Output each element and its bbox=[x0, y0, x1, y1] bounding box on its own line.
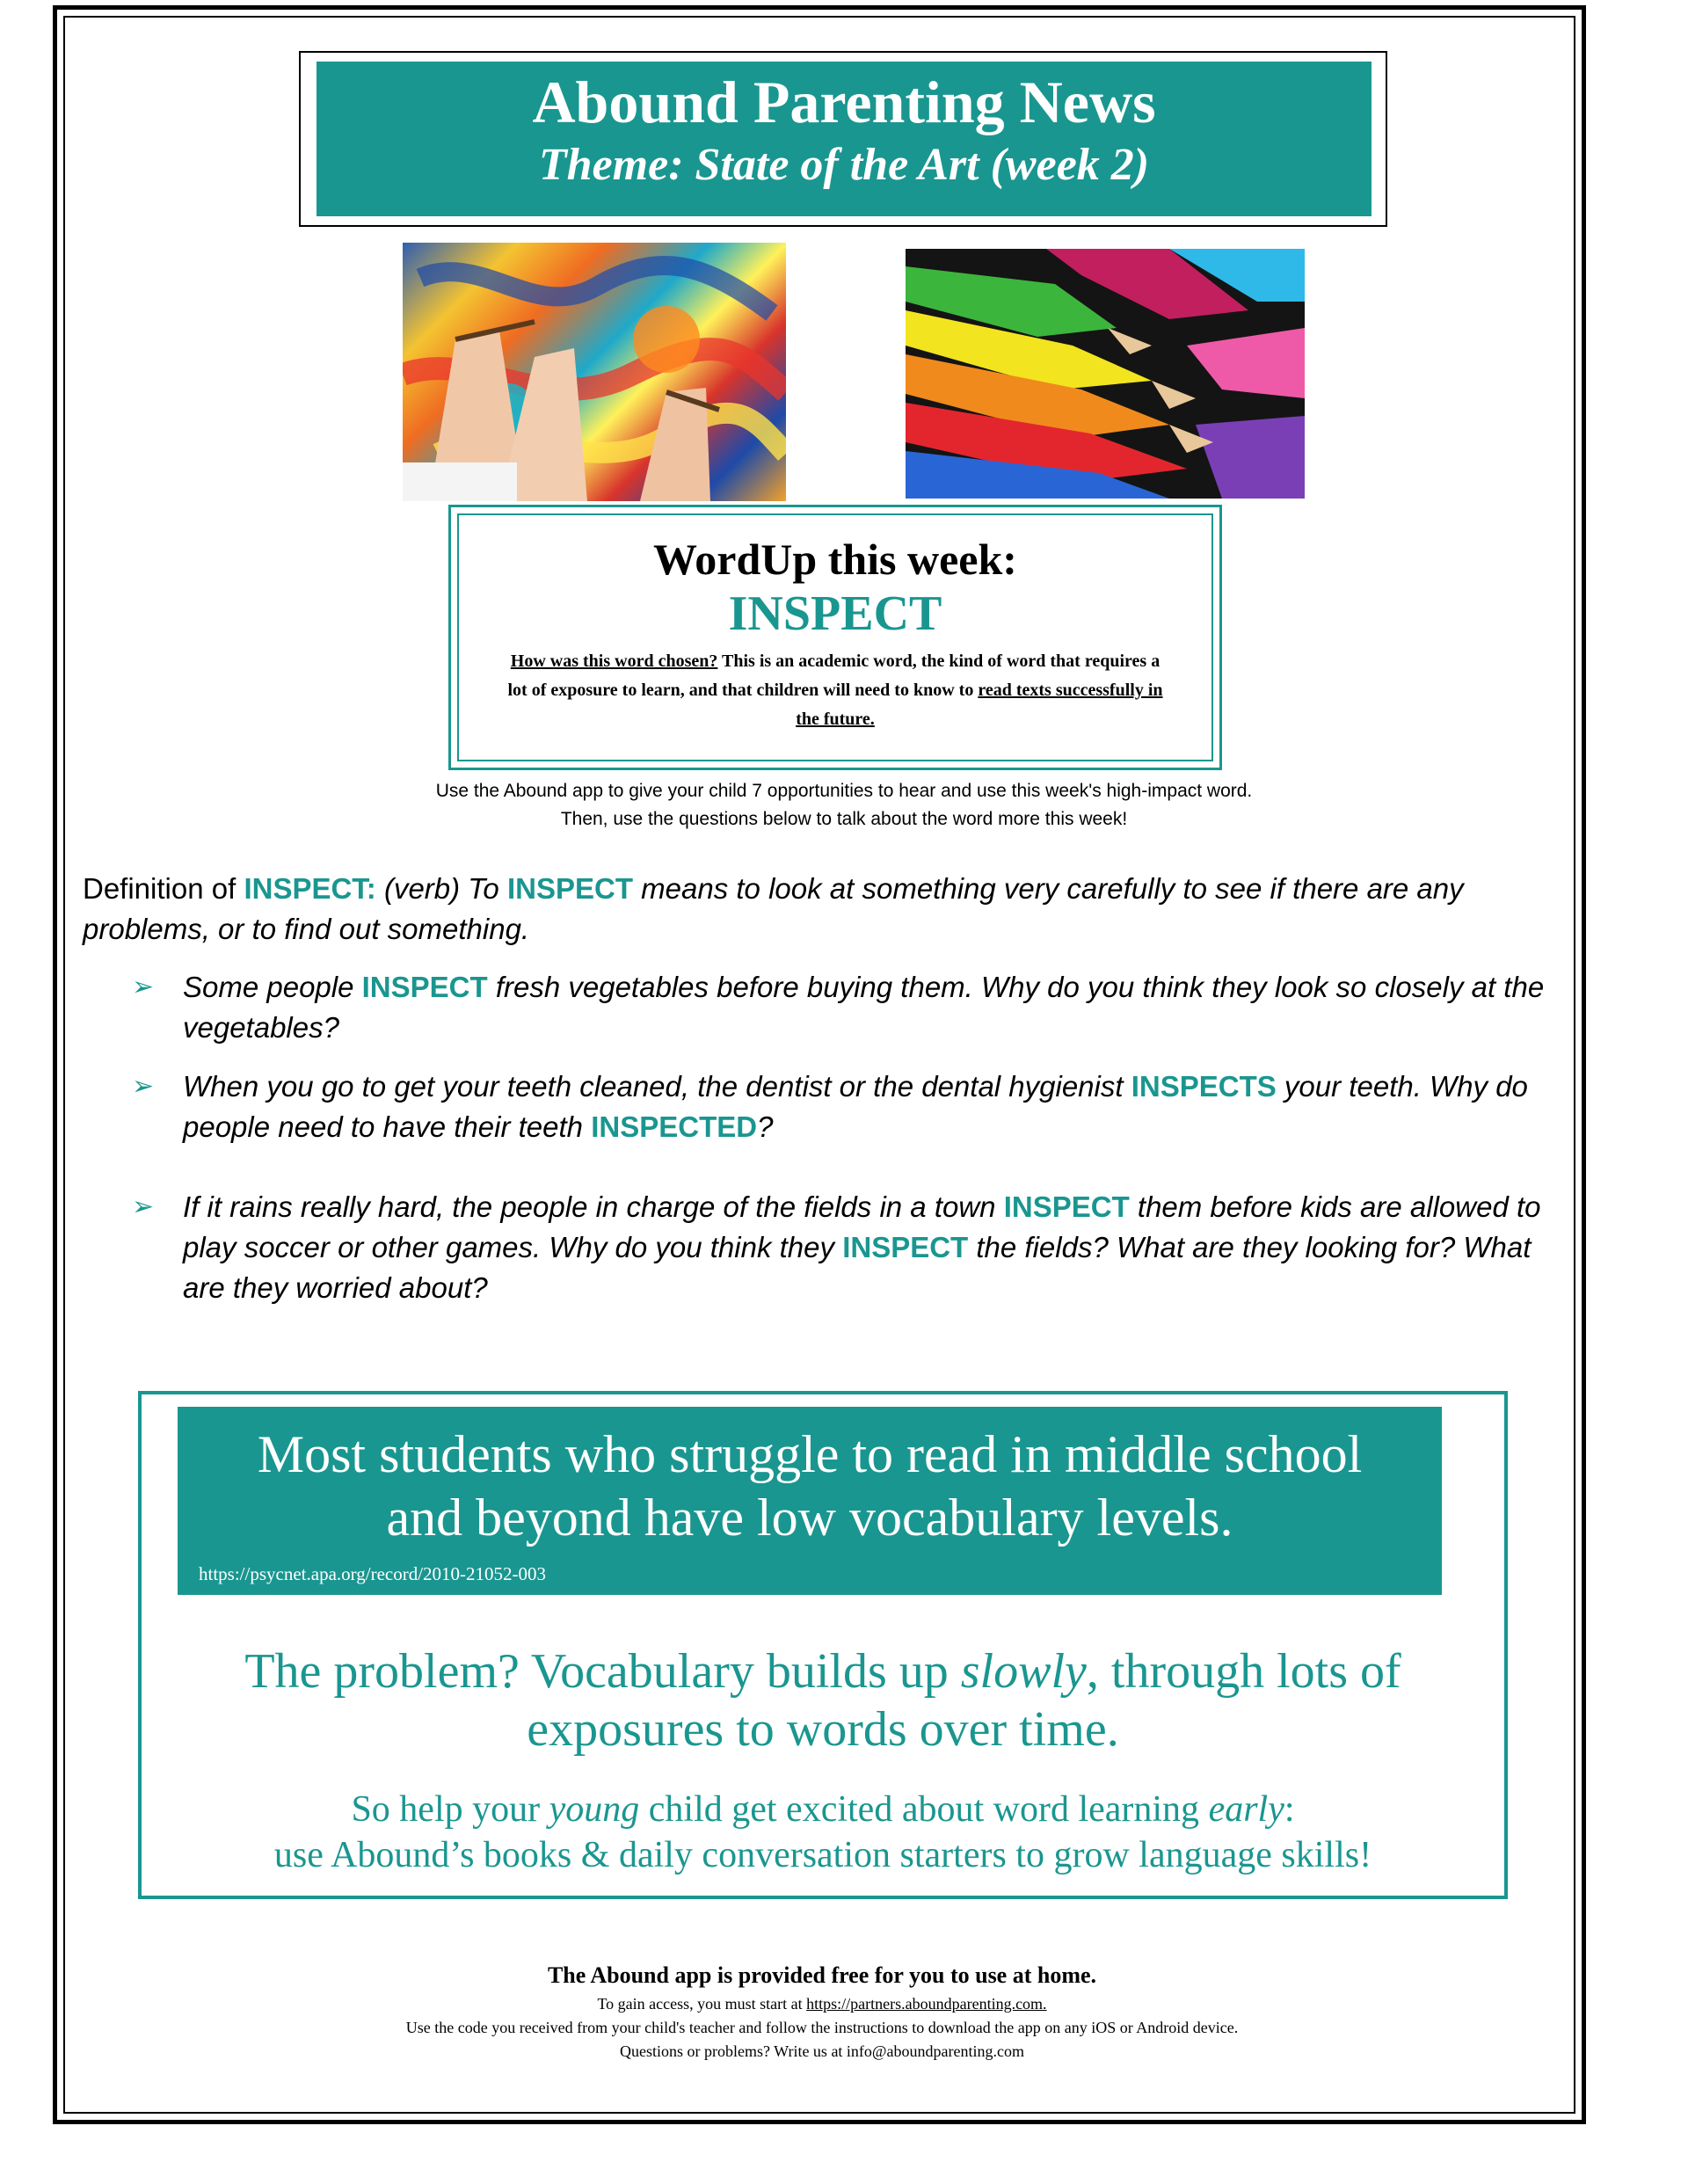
problem-text: The problem? Vocabulary builds up bbox=[244, 1644, 961, 1699]
help-text: So help your bbox=[351, 1789, 549, 1830]
question-text: your teeth. Why do people need to have their teeth bbox=[183, 1070, 1528, 1143]
question-keyword: INSPECT bbox=[361, 971, 488, 1003]
question-keyword: INSPECT bbox=[1003, 1190, 1130, 1223]
question-text: them before kids are allowed to play soccer or other games. Why do you think they bbox=[183, 1190, 1541, 1263]
question-text: fresh vegetables before buying them. Why do you think they look so closely at the vegetables? bbox=[183, 971, 1545, 1044]
word-choice-link[interactable]: How was this word chosen? bbox=[510, 652, 718, 671]
stats-banner bbox=[178, 1407, 1442, 1595]
question-keyword: INSPECT bbox=[842, 1231, 969, 1263]
problem-emphasis: slowly bbox=[960, 1644, 1087, 1699]
question-text: When you go to get your teeth cleaned, the dentist or the dental hygienist bbox=[183, 1070, 1131, 1103]
partners-link[interactable]: https://partners.aboundparenting.com. bbox=[806, 1995, 1047, 2013]
header-banner bbox=[316, 62, 1372, 216]
footer-line-1 bbox=[0, 1992, 1644, 2016]
stats-line-1: Most students who struggle to read in middle school bbox=[257, 1425, 1363, 1483]
wordup-box bbox=[457, 513, 1213, 761]
word-choice-note bbox=[459, 647, 1211, 734]
question-item bbox=[132, 967, 1574, 1048]
question-keyword: INSPECTS bbox=[1131, 1070, 1277, 1103]
colored-pencils-photo bbox=[906, 249, 1305, 499]
problem-statement bbox=[138, 1642, 1508, 1758]
newsletter-title: Abound Parenting News bbox=[532, 69, 1156, 135]
footer-line-2: Use the code you received from your child's teacher and follow the instructions to download the app on any iOS or Android device. bbox=[405, 2019, 1239, 2036]
stats-line-2: and beyond have low vocabulary levels. bbox=[386, 1489, 1233, 1547]
definition-pos: (verb) To bbox=[375, 872, 507, 905]
definition-word: INSPECT: bbox=[244, 872, 376, 905]
newsletter-theme: Theme: State of the Art (week 2) bbox=[538, 140, 1150, 190]
wordup-heading: WordUp this week: bbox=[653, 535, 1017, 584]
help-text: child get excited about word learning bbox=[639, 1789, 1209, 1830]
footer-title: The Abound app is provided free for you to use at home. bbox=[547, 1962, 1097, 1988]
question-item bbox=[132, 1187, 1574, 1308]
question-text: the fields? What are they looking for? What are they worried about? bbox=[183, 1231, 1532, 1304]
painting-hands-photo bbox=[403, 243, 786, 501]
app-instructions-line2: Then, use the questions below to talk about the word more this week! bbox=[560, 809, 1128, 829]
definition-paragraph bbox=[83, 869, 1577, 950]
word-choice-text: This is an academic word, the kind of word that requires a lot of exposure to learn, and that children will need to know to bbox=[507, 652, 1160, 700]
question-text: If it rains really hard, the people in charge of the fields in a town bbox=[183, 1190, 1004, 1223]
help-emphasis: early bbox=[1208, 1789, 1284, 1830]
help-emphasis: young bbox=[549, 1789, 640, 1830]
stats-source-link[interactable]: https://psycnet.apa.org/record/2010-21052-003 bbox=[199, 1563, 547, 1584]
question-text: ? bbox=[757, 1110, 774, 1143]
question-keyword: INSPECTED bbox=[591, 1110, 758, 1143]
help-statement bbox=[138, 1787, 1508, 1878]
arrow-bullet-icon: ➢ bbox=[132, 1192, 155, 1221]
question-item bbox=[132, 1067, 1574, 1147]
word-of-the-week: INSPECT bbox=[728, 586, 942, 641]
problem-line-2: exposures to words over time. bbox=[527, 1702, 1119, 1757]
definition-lead: Definition of bbox=[83, 872, 244, 905]
definition-text: means to look at something very carefully to see if there are any problems, or to find out something. bbox=[83, 872, 1464, 945]
footer bbox=[0, 1959, 1644, 2064]
word-choice-underline: read texts successfully in the future. bbox=[796, 681, 1163, 729]
arrow-bullet-icon: ➢ bbox=[132, 1072, 155, 1101]
arrow-bullet-icon: ➢ bbox=[132, 972, 155, 1001]
problem-text: , through lots of bbox=[1086, 1644, 1401, 1699]
help-line-2: use Abound’s books & daily conversation starters to grow language skills! bbox=[273, 1835, 1372, 1875]
help-text: : bbox=[1284, 1789, 1295, 1830]
footer-text: To gain access, you must start at bbox=[597, 1995, 807, 2013]
footer-line-3: Questions or problems? Write us at info@aboundparenting.com bbox=[620, 2042, 1024, 2060]
app-instructions-line1: Use the Abound app to give your child 7 opportunities to hear and use this week's high-impact word. bbox=[435, 781, 1253, 801]
question-text: Some people bbox=[183, 971, 362, 1003]
definition-word-2: INSPECT bbox=[506, 872, 633, 905]
app-instructions bbox=[0, 777, 1688, 834]
